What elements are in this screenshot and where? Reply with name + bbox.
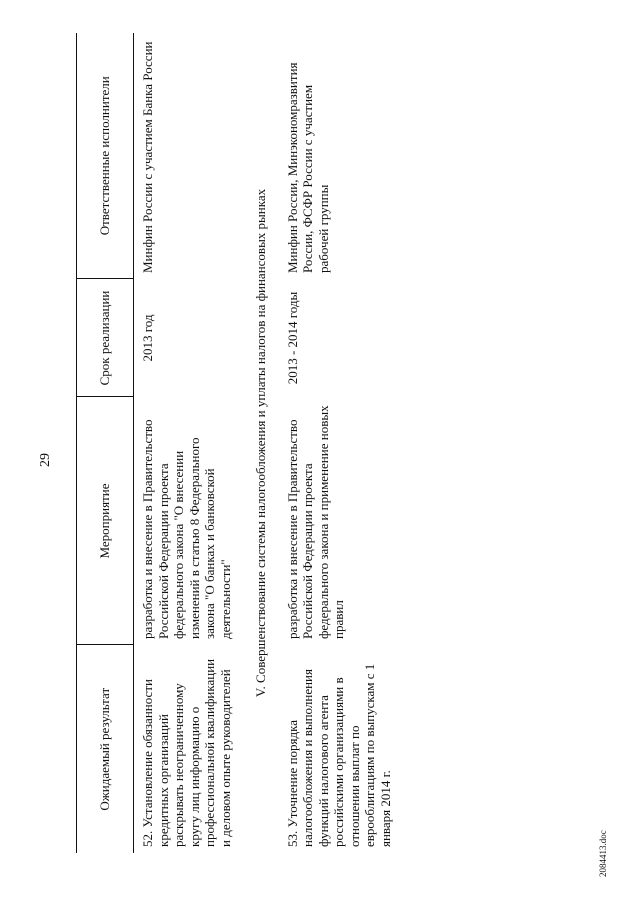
row-53-measure: разработка и внесение в Правительство Российской Федерации проекта федерального закона и применение новых правил <box>284 405 346 639</box>
row-53-result: 53. Уточнение порядка налогообложения и выполнения функций налогового агента российскими организациями в отношении выплат по еврооблигациям по выпускам с 1 января 2014 г. <box>284 663 393 847</box>
table-header-row <box>77 33 134 853</box>
header-executors: Ответственные исполнители <box>77 33 134 279</box>
row-52-result: 52. Установление обязанности кредитных организаций раскрывать неограниченному кругу лиц информацию о профессиональной квалификации и деловом опыте руководителей <box>140 658 233 847</box>
row-52-measure: разработка и внесение в Правительство Российской Федерации проекта федерального закона "О внесении изменений в статью 8 Федерального закона "О банках и банковской деятельности" <box>140 419 233 639</box>
row-53-term: 2013 - 2014 годы <box>284 291 300 385</box>
measures-table <box>76 33 399 853</box>
section-row <box>239 33 279 853</box>
page-number: 29 <box>38 453 53 467</box>
row-52-term: 2013 год <box>140 314 155 362</box>
section-title: V. Совершенствование системы налогообложения и уплаты налогов на финансовых рынках <box>253 188 268 698</box>
table-row <box>134 33 240 853</box>
row-53-executors: Минфин России, Минэкономразвития России, ФСФР России с участием рабочей группы <box>284 62 331 273</box>
header-result: Ожидаемый результат <box>77 645 134 853</box>
header-term: Срок реализации <box>77 279 134 397</box>
header-measure: Мероприятие <box>77 397 134 645</box>
table-row <box>279 33 400 853</box>
document-id: 2084413.doc <box>598 830 608 877</box>
rotated-page <box>20 40 620 885</box>
row-52-executors: Минфин России с участием Банка России <box>140 41 155 273</box>
